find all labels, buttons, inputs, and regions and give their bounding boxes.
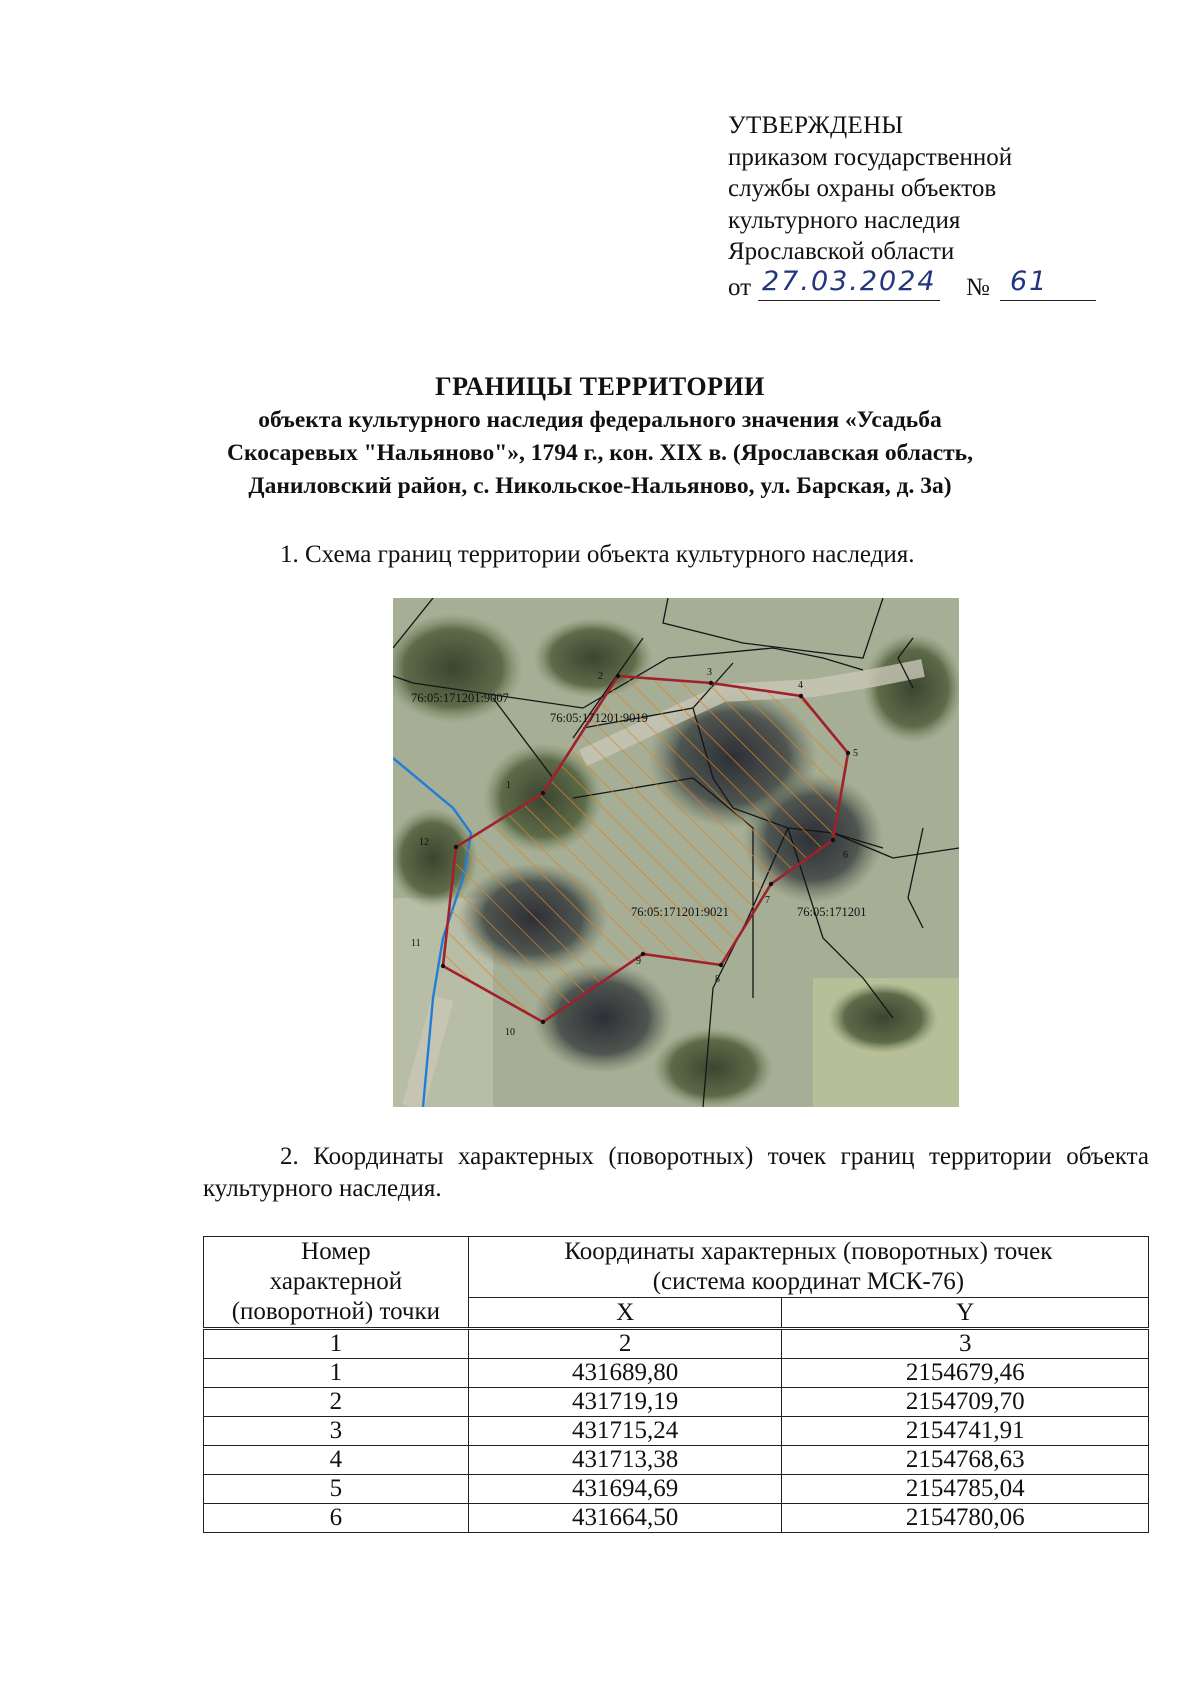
section-2-caption: 2. Координаты характерных (поворотных) точек границ территории объекта культурного наследия.	[203, 1143, 1149, 1202]
table-header-row	[204, 1237, 1149, 1298]
approval-line: культурного наследия	[728, 206, 961, 234]
heading-line: Даниловский район, с. Никольское-Нальяново, ул. Барская, д. 3а)	[248, 473, 952, 499]
parcel-label: 76:05:171201:9019	[550, 711, 648, 725]
table-row: 4 431713,38 2154768,63	[204, 1446, 1149, 1475]
parcel-label: 76:05:171201:9021	[631, 905, 729, 919]
handwritten-date: 27.03.2024	[762, 265, 937, 297]
point-label: 9	[636, 956, 641, 967]
table-row: 2 431719,19 2154709,70	[204, 1388, 1149, 1417]
point-label: 11	[411, 938, 421, 949]
date-prefix: от	[728, 273, 752, 301]
table-row: 3 431715,24 2154741,91	[204, 1417, 1149, 1446]
heading-line: объекта культурного наследия федерального значения «Усадьба	[258, 407, 942, 433]
x-header: X	[468, 1298, 782, 1329]
point-label: 1	[506, 780, 511, 791]
boundary-map-svg	[393, 598, 959, 1107]
point-label: 8	[715, 974, 720, 985]
parcel-label: 76:05:171201:9007	[411, 691, 509, 705]
approval-title: УТВЕРЖДЕНЫ	[728, 112, 904, 139]
table-row: 5 431694,69 2154785,04	[204, 1475, 1149, 1504]
approval-line: службы охраны объектов	[728, 175, 997, 202]
point-label: 6	[843, 850, 848, 861]
document-heading	[150, 370, 1050, 503]
section-1-caption: 1. Схема границ территории объекта культурного наследия.	[280, 541, 915, 568]
order-date-line	[728, 265, 1049, 302]
number-underline	[1000, 300, 1096, 301]
y-header: Y	[782, 1298, 1149, 1329]
document-title: ГРАНИЦЫ ТЕРРИТОРИИ	[435, 372, 765, 401]
approval-line: Ярославской области	[728, 238, 955, 265]
point-label: 5	[853, 748, 858, 759]
boundary-map	[393, 598, 959, 1107]
approval-block	[728, 110, 1049, 302]
heading-line: Скосаревых "Нальяново"», 1794 г., кон. XIX в. (Ярославская область,	[227, 440, 973, 466]
parcel-label: 76:05:171201	[797, 905, 867, 919]
point-number-header: Номер характерной (поворотной) точки	[204, 1237, 469, 1329]
point-label: 4	[798, 680, 803, 691]
number-prefix: №	[966, 273, 990, 301]
point-label: 7	[765, 895, 770, 906]
approval-line: приказом государственной	[728, 143, 1013, 171]
point-label: 10	[505, 1027, 515, 1038]
point-label: 3	[707, 667, 712, 678]
date-underline	[758, 300, 940, 301]
table-row: 1 431689,80 2154679,46	[204, 1359, 1149, 1388]
handwritten-number: 61	[1010, 265, 1049, 297]
table-row: 6 431664,50 2154780,06	[204, 1504, 1149, 1533]
point-label: 12	[419, 837, 429, 848]
coordinates-table	[203, 1236, 1149, 1533]
point-label: 2	[598, 671, 603, 682]
column-numbering-row: 1 2 3	[204, 1329, 1149, 1359]
coordinates-group-header: Координаты характерных (поворотных) точек (система координат МСК-76)	[468, 1237, 1148, 1298]
